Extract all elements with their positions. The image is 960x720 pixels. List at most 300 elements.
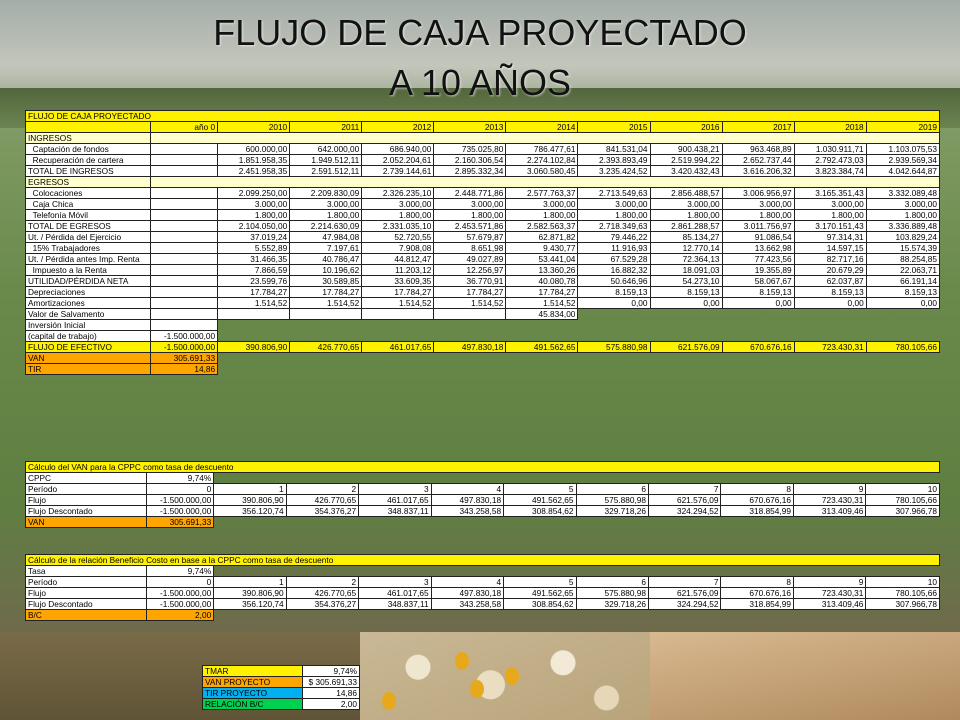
table-row [26, 309, 940, 320]
value-cell: 1.800,00 [650, 210, 722, 221]
value-cell: 14,86 [151, 364, 218, 375]
value-cell: 1.514,52 [218, 298, 290, 309]
value-cell [218, 309, 290, 320]
year-header: 2010 [218, 122, 290, 133]
value-cell: 52.720,55 [362, 232, 434, 243]
value-cell: 600.000,00 [218, 144, 290, 155]
value-cell: 1.851.958,35 [218, 155, 290, 166]
table-row [26, 287, 940, 298]
value-cell: 3.006.956,97 [722, 188, 794, 199]
value-cell: 2.792.473,03 [794, 155, 866, 166]
value-cell: 841.531,04 [578, 144, 650, 155]
value-cell: 3.165.351,43 [794, 188, 866, 199]
row-label: Ut. / Pérdida del Ejercicio [26, 232, 151, 243]
row-label: Ut. / Pérdida antes Imp. Renta [26, 254, 151, 265]
value-cell: 2.104.050,00 [218, 221, 290, 232]
year-header: 2013 [434, 122, 506, 133]
value-cell [151, 243, 218, 254]
value-cell: 3.000,00 [506, 199, 578, 210]
value-cell: 621.576,09 [650, 342, 722, 353]
table-row [26, 232, 940, 243]
value-cell: 2.519.994,22 [650, 155, 722, 166]
value-cell: 3.332.089,48 [866, 188, 939, 199]
value-cell: 7.866,59 [218, 265, 290, 276]
value-cell: 4.042.644,87 [866, 166, 939, 177]
table-row [26, 566, 940, 577]
value-cell: 36.770,91 [434, 276, 506, 287]
value-cell: 786.477,61 [506, 144, 578, 155]
value-cell: 354.376,27 [286, 599, 358, 610]
table-row [26, 473, 940, 484]
value-cell: 343.258,58 [431, 506, 503, 517]
value-cell [151, 287, 218, 298]
value-cell: 88.254,85 [866, 254, 939, 265]
value-cell: 1.514,52 [290, 298, 362, 309]
value-cell: 1.800,00 [506, 210, 578, 221]
row-label: Caja Chica [26, 199, 151, 210]
table-row [26, 210, 940, 221]
row-label: TIR [26, 364, 151, 375]
value-cell: 2.326.235,10 [362, 188, 434, 199]
value-cell: 2.718.349,63 [578, 221, 650, 232]
section-heading: Cálculo del VAN para la CPPC como tasa de descuento [26, 462, 940, 473]
value-cell: 8.159,13 [794, 287, 866, 298]
value-cell: 12.256,97 [434, 265, 506, 276]
value-cell: 8.651,98 [434, 243, 506, 254]
row-label: Período [26, 484, 147, 495]
value-cell: 461.017,65 [359, 588, 431, 599]
value-cell: 9.430,77 [506, 243, 578, 254]
value-cell: 0,00 [650, 298, 722, 309]
value-cell: 8 [721, 577, 793, 588]
value-cell: 2.652.737,44 [722, 155, 794, 166]
value-cell: 3.000,00 [434, 199, 506, 210]
summary-label: VAN PROYECTO [203, 677, 303, 688]
value-cell: 426.770,65 [290, 342, 362, 353]
value-cell: 67.529,28 [578, 254, 650, 265]
value-cell [151, 210, 218, 221]
header-cell [26, 122, 151, 133]
value-cell: 2.160.306,54 [434, 155, 506, 166]
row-label: Impuesto a la Renta [26, 265, 151, 276]
value-cell: 15.574,39 [866, 243, 939, 254]
value-cell: 17.784,27 [362, 287, 434, 298]
summary-row [203, 688, 360, 699]
value-cell: 780.105,66 [866, 342, 939, 353]
row-label: Valor de Salvamento [26, 309, 151, 320]
slide-title-line1: FLUJO DE CAJA PROYECTADO [213, 12, 747, 53]
value-cell: 47.984,08 [290, 232, 362, 243]
value-cell: 7.197,61 [290, 243, 362, 254]
value-cell: 85.134,27 [650, 232, 722, 243]
table-row [26, 495, 940, 506]
value-cell: 18.091,03 [650, 265, 722, 276]
row-label: VAN [26, 353, 151, 364]
value-cell: 575.880,98 [576, 495, 648, 506]
year-header: 2017 [722, 122, 794, 133]
value-cell [151, 155, 218, 166]
value-cell: 0,00 [722, 298, 794, 309]
value-cell: 348.837,11 [359, 599, 431, 610]
value-cell: 963.468,89 [722, 144, 794, 155]
value-cell: 324.294,52 [649, 506, 721, 517]
value-cell: 2.451.958,35 [218, 166, 290, 177]
row-label: 15% Trabajadores [26, 243, 151, 254]
value-cell [151, 309, 218, 320]
value-cell: 1.800,00 [362, 210, 434, 221]
summary-value: 14,86 [303, 688, 360, 699]
value-cell: 57.679,87 [434, 232, 506, 243]
value-cell: 3.170.151,43 [794, 221, 866, 232]
value-cell: -1.500.000,00 [151, 342, 218, 353]
row-label: Flujo Descontado [26, 599, 147, 610]
value-cell: 313.409,46 [793, 599, 865, 610]
value-cell: 3.000,00 [218, 199, 290, 210]
value-cell: 2.713.549,63 [578, 188, 650, 199]
value-cell: 82.717,16 [794, 254, 866, 265]
table-row [26, 199, 940, 210]
group-label: INGRESOS [26, 133, 151, 144]
value-cell: 318.854,99 [721, 599, 793, 610]
value-cell: 2.274.102,84 [506, 155, 578, 166]
group-fill [151, 133, 940, 144]
value-cell: 354.376,27 [286, 506, 358, 517]
value-cell [362, 309, 434, 320]
value-cell: 308.854,62 [504, 506, 576, 517]
value-cell: 305.691,33 [147, 517, 214, 528]
value-cell: 0,00 [578, 298, 650, 309]
pile-photo [650, 632, 960, 720]
value-cell: 40.080,78 [506, 276, 578, 287]
value-cell: 390.806,90 [218, 342, 290, 353]
table-row [26, 276, 940, 287]
value-cell: 2.209.830,09 [290, 188, 362, 199]
value-cell: 58.067,67 [722, 276, 794, 287]
row-label: Tasa [26, 566, 147, 577]
value-cell [434, 309, 506, 320]
value-cell: 1.514,52 [434, 298, 506, 309]
table-row [26, 484, 940, 495]
value-cell: 497.830,18 [434, 342, 506, 353]
table-row [26, 588, 940, 599]
value-cell: 491.562,65 [504, 588, 576, 599]
value-cell: 356.120,74 [214, 599, 286, 610]
group-fill [151, 177, 940, 188]
value-cell: 13.662,98 [722, 243, 794, 254]
value-cell: 348.837,11 [359, 506, 431, 517]
value-cell: 9 [793, 577, 865, 588]
value-cell: 17.784,27 [290, 287, 362, 298]
value-cell: 575.880,98 [578, 342, 650, 353]
summary-label: TMAR [203, 666, 303, 677]
value-cell: 305.691,33 [151, 353, 218, 364]
table-row [26, 577, 940, 588]
value-cell [151, 144, 218, 155]
value-cell: 1.800,00 [290, 210, 362, 221]
table-row [26, 364, 940, 375]
value-cell: 497.830,18 [431, 588, 503, 599]
van-table [25, 461, 940, 528]
summary-label: RELACIÓN B/C [203, 699, 303, 710]
value-cell: 3.000,00 [794, 199, 866, 210]
year-header: 2011 [290, 122, 362, 133]
value-cell: 45.834,00 [506, 309, 578, 320]
value-cell [151, 320, 218, 331]
value-cell: 7 [649, 577, 721, 588]
row-label: B/C [26, 610, 147, 621]
value-cell: 329.718,26 [576, 506, 648, 517]
value-cell: 11.203,12 [362, 265, 434, 276]
value-cell [151, 298, 218, 309]
value-cell: 0 [147, 577, 214, 588]
value-cell: 3 [359, 484, 431, 495]
value-cell: 426.770,65 [286, 495, 358, 506]
value-cell [151, 166, 218, 177]
value-cell: 10 [866, 484, 940, 495]
table-row [26, 111, 940, 122]
value-cell: 8.159,13 [578, 287, 650, 298]
value-cell: 33.609,35 [362, 276, 434, 287]
value-cell: 2 [286, 577, 358, 588]
table-row [26, 155, 940, 166]
value-cell: 2 [286, 484, 358, 495]
value-cell: 723.430,31 [793, 588, 865, 599]
table-row [26, 243, 940, 254]
value-cell: 14.597,15 [794, 243, 866, 254]
table-row [26, 320, 940, 331]
value-cell: 66.191,14 [866, 276, 939, 287]
value-cell: 780.105,66 [866, 588, 940, 599]
value-cell: 11.916,93 [578, 243, 650, 254]
value-cell: 17.784,27 [434, 287, 506, 298]
value-cell: 2.052.204,61 [362, 155, 434, 166]
table-row [26, 221, 940, 232]
slide-title-line2: A 10 AÑOS [388, 62, 572, 103]
value-cell: 31.466,35 [218, 254, 290, 265]
value-cell: 1.514,52 [506, 298, 578, 309]
row-label: Depreciaciones [26, 287, 151, 298]
table-row [26, 177, 940, 188]
value-cell: 2.582.563,37 [506, 221, 578, 232]
value-cell: 0 [147, 484, 214, 495]
value-cell: 2.739.144,61 [362, 166, 434, 177]
value-cell: 12.770,14 [650, 243, 722, 254]
value-cell: 723.430,31 [794, 342, 866, 353]
value-cell: 40.786,47 [290, 254, 362, 265]
value-cell: 77.423,56 [722, 254, 794, 265]
value-cell: 23.599,76 [218, 276, 290, 287]
value-cell: -1.500.000,00 [147, 599, 214, 610]
value-cell: 5 [504, 484, 576, 495]
value-cell: 13.360,26 [506, 265, 578, 276]
value-cell: 97.314,31 [794, 232, 866, 243]
row-label: Flujo Descontado [26, 506, 147, 517]
table-row [26, 331, 940, 342]
value-cell: 22.063,71 [866, 265, 939, 276]
value-cell: 313.409,46 [793, 506, 865, 517]
value-cell: 3.336.889,48 [866, 221, 939, 232]
value-cell: 3.616.206,32 [722, 166, 794, 177]
value-cell: 91.086,54 [722, 232, 794, 243]
table-row [26, 188, 940, 199]
value-cell: 1.514,52 [362, 298, 434, 309]
value-cell [290, 309, 362, 320]
summary-row [203, 699, 360, 710]
year-header: 2014 [506, 122, 578, 133]
corn-kernel [455, 652, 469, 670]
table-row [26, 122, 940, 133]
value-cell: 3.011.756,97 [722, 221, 794, 232]
value-cell: 1.800,00 [218, 210, 290, 221]
value-cell: 3.235.424,52 [578, 166, 650, 177]
summary-row [203, 666, 360, 677]
year-header: año 0 [151, 122, 218, 133]
value-cell: 3.823.384,74 [794, 166, 866, 177]
value-cell: 2.331.035,10 [362, 221, 434, 232]
value-cell: 30.589,85 [290, 276, 362, 287]
value-cell: 1.800,00 [722, 210, 794, 221]
table-row [26, 133, 940, 144]
value-cell: 7 [649, 484, 721, 495]
value-cell: 497.830,18 [431, 495, 503, 506]
value-cell: 2.453.571,86 [434, 221, 506, 232]
seeds-photo [360, 632, 650, 720]
value-cell: 3.060.580,45 [506, 166, 578, 177]
value-cell: 6 [576, 577, 648, 588]
value-cell [151, 276, 218, 287]
value-cell: 642.000,00 [290, 144, 362, 155]
value-cell: 2.939.569,34 [866, 155, 939, 166]
value-cell: 3.000,00 [650, 199, 722, 210]
value-cell: 2.214.630,09 [290, 221, 362, 232]
value-cell: 3.000,00 [722, 199, 794, 210]
value-cell: 390.806,90 [214, 495, 286, 506]
value-cell: 735.025,80 [434, 144, 506, 155]
value-cell: 2.577.763,37 [506, 188, 578, 199]
value-cell: -1.500.000,00 [147, 588, 214, 599]
value-cell: 62.037,87 [794, 276, 866, 287]
value-cell: 491.562,65 [504, 495, 576, 506]
table-row [26, 506, 940, 517]
year-header: 2016 [650, 122, 722, 133]
row-label: Recuperación de cartera [26, 155, 151, 166]
value-cell: 0,00 [866, 298, 939, 309]
table-row [26, 610, 940, 621]
summary-value: 2,00 [303, 699, 360, 710]
summary-label: TIR PROYECTO [203, 688, 303, 699]
value-cell: 2.895.332,34 [434, 166, 506, 177]
value-cell: 2.393.893,49 [578, 155, 650, 166]
value-cell: 1.800,00 [434, 210, 506, 221]
table-row [26, 353, 940, 364]
value-cell: 2.861.288,57 [650, 221, 722, 232]
value-cell: 1 [214, 577, 286, 588]
value-cell: 54.273,10 [650, 276, 722, 287]
value-cell [151, 188, 218, 199]
value-cell: 62.871,82 [506, 232, 578, 243]
value-cell: 5 [504, 577, 576, 588]
value-cell: 575.880,98 [576, 588, 648, 599]
row-label: Flujo [26, 495, 147, 506]
section-heading: FLUJO DE CAJA PROYECTADO [26, 111, 940, 122]
row-label: Captación de fondos [26, 144, 151, 155]
table-row [26, 517, 940, 528]
bc-table [25, 554, 940, 621]
value-cell: 621.576,09 [649, 495, 721, 506]
value-cell: 79.446,22 [578, 232, 650, 243]
value-cell: 318.854,99 [721, 506, 793, 517]
table-row [26, 298, 940, 309]
row-label: FLUJO DE EFECTIVO [26, 342, 151, 353]
value-cell: -1.500.000,00 [151, 331, 218, 342]
value-cell: 723.430,31 [793, 495, 865, 506]
value-cell: 329.718,26 [576, 599, 648, 610]
row-label: Flujo [26, 588, 147, 599]
value-cell: 103.829,24 [866, 232, 939, 243]
summary-value: 9,74% [303, 666, 360, 677]
value-cell: 8 [721, 484, 793, 495]
table-row [26, 599, 940, 610]
value-cell: 390.806,90 [214, 588, 286, 599]
value-cell: 53.441,04 [506, 254, 578, 265]
value-cell: 3.000,00 [362, 199, 434, 210]
value-cell: 2.448.771,86 [434, 188, 506, 199]
corn-kernel [505, 667, 519, 685]
value-cell [151, 254, 218, 265]
value-cell: 670.676,16 [721, 588, 793, 599]
value-cell: 44.812,47 [362, 254, 434, 265]
corn-kernel [470, 680, 484, 698]
value-cell: 16.882,32 [578, 265, 650, 276]
year-header: 2015 [578, 122, 650, 133]
value-cell: 2,00 [147, 610, 214, 621]
value-cell: 1.800,00 [578, 210, 650, 221]
row-label: Telefonía Móvil [26, 210, 151, 221]
value-cell: -1.500.000,00 [147, 506, 214, 517]
value-cell: 8.159,13 [866, 287, 939, 298]
value-cell: 900.438,21 [650, 144, 722, 155]
summary-table [202, 665, 360, 710]
value-cell: 9 [793, 484, 865, 495]
value-cell: 670.676,16 [721, 495, 793, 506]
row-label: (capital de trabajo) [26, 331, 151, 342]
value-cell: 621.576,09 [649, 588, 721, 599]
row-label: TOTAL DE EGRESOS [26, 221, 151, 232]
value-cell: 9,74% [147, 473, 214, 484]
value-cell: 3.420.432,43 [650, 166, 722, 177]
year-header: 2012 [362, 122, 434, 133]
value-cell [151, 199, 218, 210]
value-cell: 2.856.488,57 [650, 188, 722, 199]
value-cell: 10 [866, 577, 940, 588]
value-cell: 1.800,00 [866, 210, 939, 221]
value-cell: 20.679,29 [794, 265, 866, 276]
summary-value: $ 305.691,33 [303, 677, 360, 688]
value-cell: 19.355,89 [722, 265, 794, 276]
value-cell: 1.103.075,53 [866, 144, 939, 155]
value-cell: 17.784,27 [506, 287, 578, 298]
table-row [26, 265, 940, 276]
corn-kernel [382, 692, 396, 710]
value-cell: 4 [431, 484, 503, 495]
section-heading: Cálculo de la relación Beneficio Costo en base a la CPPC como tasa de descuento [26, 555, 940, 566]
table-row [26, 166, 940, 177]
value-cell [151, 221, 218, 232]
table-row [26, 342, 940, 353]
value-cell: 3.000,00 [866, 199, 939, 210]
group-label: EGRESOS [26, 177, 151, 188]
value-cell: 307.966,78 [866, 599, 940, 610]
